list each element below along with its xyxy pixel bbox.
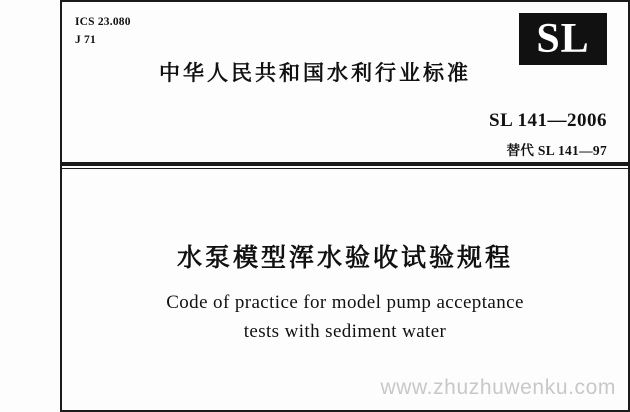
ics-block [75,14,131,50]
document-title-english-line2: tests with sediment water [243,321,447,343]
standard-replaces: 替代 SL 141—97 [506,143,607,158]
border-top-rule [60,0,630,2]
sl-logo: SL [519,13,607,65]
document-title-english-line1: Code of practice for model pump acceptance [166,292,524,313]
header-divider-thin [62,168,628,169]
document-title-chinese: 水泵模型浑水验收试验规程 [176,243,513,272]
standard-number: SL 141—2006 [489,110,607,131]
standard-authority-title: 中华人民共和国水利行业标准 [159,61,471,85]
classification-code: J 71 [75,33,96,46]
document-title-english [62,288,628,347]
watermark-text: www.zhuzhuwenku.com [380,376,616,399]
ics-code: ICS 23.080 [75,16,131,28]
header-divider-thick [62,162,628,166]
